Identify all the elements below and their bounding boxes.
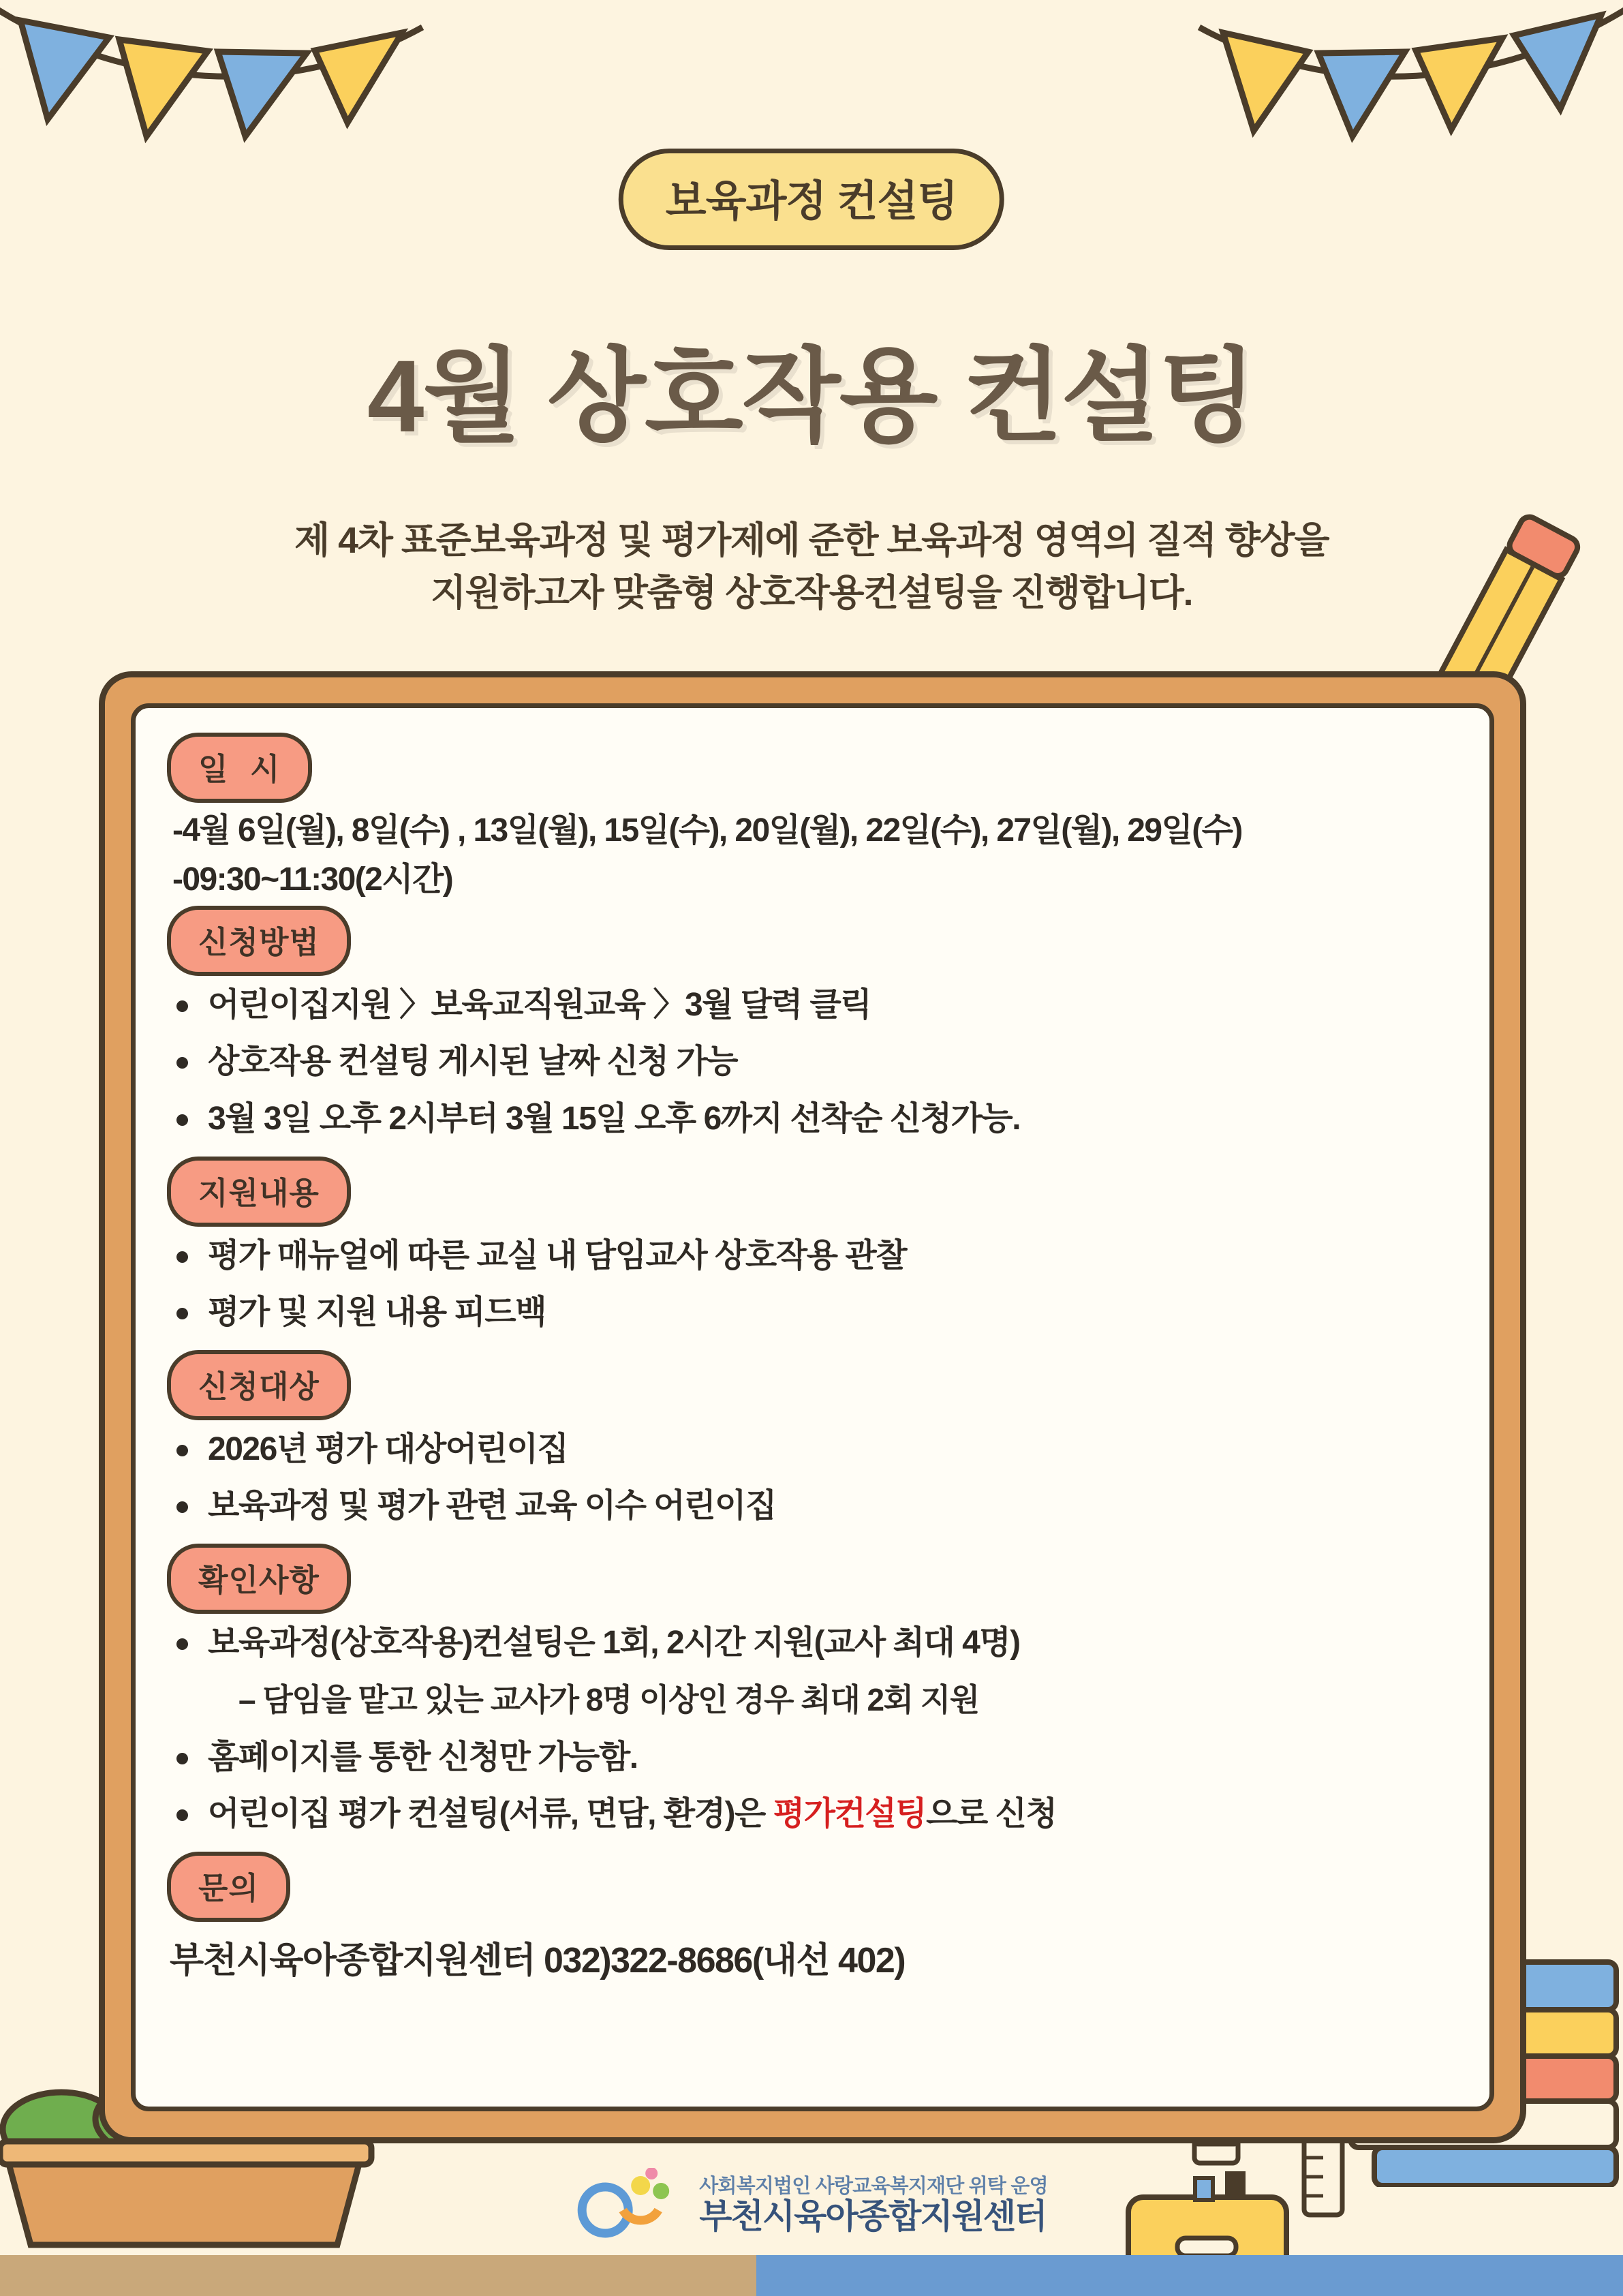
- page-title: 4월 상호작용 컨설팅: [367, 339, 1256, 453]
- section-label-inquiry: 문의: [167, 1852, 290, 1922]
- section-body-target: [167, 1430, 1462, 1526]
- subtitle-line-2: 지원하고자 맞춤형 상호작용컨설팅을 진행합니다.: [431, 572, 1192, 613]
- bottom-bar-left: [0, 2255, 756, 2296]
- list-item: 홈페이지를 통한 신청만 가능함.: [167, 1738, 1462, 1777]
- list-item: 상호작용 컨설팅 게시된 날짜 신청 가능: [167, 1042, 1462, 1082]
- info-content: [167, 730, 1462, 1987]
- list-item-text: 3월 3일 오후 2시부터 3월 15일 오후 6까지 선착순 신청가능: [208, 1100, 1013, 1137]
- datetime-time: -09:30~11:30(2시간): [172, 861, 453, 898]
- logo-title: 부천시육아종합지원센터: [699, 2197, 1047, 2236]
- section-target: [167, 1350, 1462, 1526]
- list-item: 2026년 평가 대상어린이집: [167, 1430, 1462, 1469]
- section-label-target: 신청대상: [167, 1350, 351, 1420]
- list-item: 평가 및 지원 내용 피드백: [167, 1293, 1462, 1332]
- list-item: 어린이집지원 〉보육교직원교육 〉3월 달력 클릭: [167, 985, 1462, 1025]
- list-item-highlight: [167, 1099, 1462, 1139]
- section-body-howto: [167, 985, 1462, 1139]
- notice-text-pre: 어린이집 평가 컨설팅(서류, 면담, 환경)은: [208, 1796, 773, 1833]
- notice-text-highlight: 평가컨설팅: [773, 1796, 927, 1833]
- info-board: [99, 671, 1526, 2143]
- list-item-tail: .: [1012, 1100, 1021, 1137]
- section-label-support: 지원내용: [167, 1157, 351, 1227]
- list-item-mixed: [167, 1794, 1462, 1834]
- section-body-notice: [167, 1623, 1462, 1663]
- section-label-notice: 확인사항: [167, 1544, 351, 1614]
- section-support: [167, 1157, 1462, 1332]
- category-badge: 보육과정 컨설팅: [619, 149, 1004, 250]
- list-item: 보육과정 및 평가 관련 교육 이수 어린이집: [167, 1486, 1462, 1526]
- logo-subtitle: 사회복지법인 사랑교육복지재단 위탁 운영: [699, 2175, 1048, 2197]
- section-inquiry: [167, 1852, 1462, 1983]
- section-label-howto: 신청방법: [167, 906, 351, 976]
- logo-mark-icon: [575, 2168, 684, 2243]
- subtitle-line-1: 제 4차 표준보육과정 및 평가제에 준한 보육과정 영역의 질적 향상을: [294, 520, 1329, 561]
- page-subtitle: [0, 515, 1623, 619]
- section-label-datetime: 일 시: [167, 733, 312, 803]
- section-body-notice-2: [167, 1738, 1462, 1834]
- contact-info: 부천시육아종합지원센터 032)322-8686(내선 402): [170, 1940, 906, 1980]
- section-body-support: [167, 1236, 1462, 1332]
- info-board-inner: [131, 703, 1494, 2111]
- datetime-dates: -4월 6일(월), 8일(수) , 13일(월), 15일(수), 20일(월), 22일(수), 27일(월), 29일(수): [172, 812, 1242, 848]
- section-notice: [167, 1544, 1462, 1834]
- organization-logo: [575, 2168, 1048, 2243]
- bottom-bar: [0, 2255, 1623, 2296]
- section-datetime: [167, 733, 1462, 902]
- section-body-datetime: [167, 810, 1462, 902]
- notice-sub-note: – 담임을 맡고 있는 교사가 8명 이상인 경우 최대 2회 지원: [238, 1681, 979, 1717]
- notice-text-post: 으로 신청: [926, 1796, 1057, 1833]
- list-item: 평가 매뉴얼에 따른 교실 내 담임교사 상호작용 관찰: [167, 1236, 1462, 1276]
- section-howto: [167, 906, 1462, 1139]
- list-item: 보육과정(상호작용)컨설팅은 1회, 2시간 지원(교사 최대 4명): [167, 1623, 1462, 1663]
